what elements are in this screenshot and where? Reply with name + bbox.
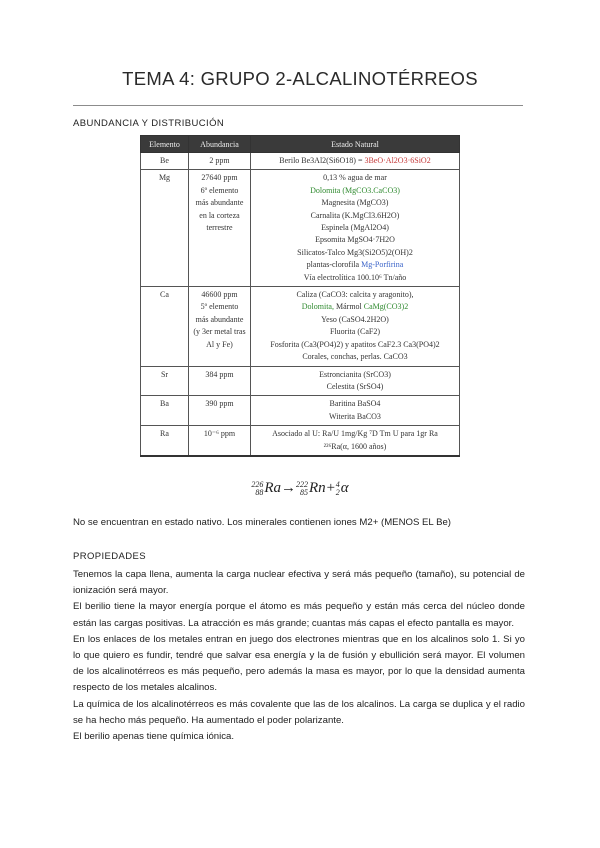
mineral-line: Vía electrolítica 100.10⁶ Tn/año: [303, 272, 407, 282]
cell-abundance: [189, 287, 251, 366]
abundance-line: más abundante: [195, 314, 244, 324]
alpha-mass-number: 4: [335, 479, 340, 489]
cell-element: Be: [141, 153, 189, 170]
cell-natural-state: [251, 366, 460, 396]
abundance-line: Al y Fe): [206, 339, 233, 349]
mineral-line: Dolomita (MgCO3.CaCO3): [310, 185, 400, 195]
nuclide-indices: [251, 481, 263, 497]
mineral-line: Celestita (SrSO4): [326, 381, 384, 391]
mineral-line: [253, 301, 457, 313]
mineral-line: Espinela (MgAl2O4): [321, 223, 389, 233]
mineral-line: Corales, conchas, perlas. CaCO3: [302, 352, 408, 362]
cell-natural-state: [251, 287, 460, 366]
paragraph: El berilio tiene la mayor energía porque el átomo es más pequeño y están más cerca del núcleo donde están las cargas positivas. La atracción es más grande; cuantas más capas el efecto pantalla es mayor.: [73, 601, 525, 629]
abundance-line: en la corteza: [199, 210, 240, 220]
alpha-symbol: α: [340, 480, 349, 496]
cell-element: Mg: [141, 170, 189, 287]
cell-element: Ra: [141, 426, 189, 456]
cell-abundance: 390 ppm: [189, 396, 251, 426]
abundance-line: 5º elemento: [200, 302, 239, 312]
table-header-row: [141, 136, 460, 153]
cell-natural-state: [251, 170, 460, 287]
page-title: TEMA 4: GRUPO 2-ALCALINOTÉRREOS: [122, 68, 478, 89]
cell-natural-state: [251, 153, 460, 170]
mineral-dolomita: Dolomita,: [301, 302, 336, 312]
mineral-line: Magnesita (MgCO3): [321, 198, 389, 208]
decay-equation: [0, 480, 600, 497]
header-elemento: Elemento: [141, 136, 189, 153]
cell-abundance: 10⁻⁶ ppm: [189, 426, 251, 456]
paragraph: La química de los alcalinotérreos es más covalente que las de los alcalinos. La carga se duplica y el radio se ha hecho más pequeño. Ha aumentado el poder polarizante.: [73, 698, 525, 726]
mineral-line: Silicatos-Talco Mg3(Si2O5)2(OH)2: [297, 247, 413, 257]
mineral-line: Yeso (CaSO4.2H2O): [321, 314, 389, 324]
abundance-line: terrestre: [206, 223, 233, 233]
paragraph-nativo: No se encuentran en estado nativo. Los minerales contienen iones M2+ (MENOS EL Be): [73, 517, 452, 528]
abundance-line: más abundante: [195, 198, 244, 208]
mineral-line: Caliza (CaCO3: calcita y aragonito),: [296, 290, 414, 300]
header-abundancia: Abundancia: [189, 136, 251, 153]
paragraph: El berilio apenas tiene química iónica.: [73, 731, 235, 743]
mineral-line: Carnalita (K.MgCl3.6H2O): [310, 210, 400, 220]
paragraph: En los enlaces de los metales entran en juego dos electrones mientras que en los alcalinos solo 1. Si yo lo que quiero es fundir, tendré que salvar esa energía y la de fusión y ebullición será mayor. El volumen de los alcalinotérreos es más pequeño, pero además la masa es mayor, por lo que la densidad aumenta respecto de los metales alcalinos.: [73, 633, 525, 694]
abundance-line: 6º elemento: [200, 185, 239, 195]
mineral-porfirina: Mg-Porfirina: [361, 260, 404, 270]
ra-symbol: Ra: [264, 480, 281, 496]
table-row-sr: [141, 366, 460, 396]
cell-element: Ba: [141, 396, 189, 426]
mineral-line: Epsomita MgSO4·7H2O: [315, 235, 395, 245]
nuclide-indices: [296, 481, 308, 497]
alpha-atomic-number: 2: [335, 487, 340, 497]
abundance-line: (y 3er metal tras: [193, 327, 246, 337]
mineral-berilo-oxides: 3BeO·Al2O3·6SiO2: [364, 156, 431, 165]
mineral-text: plantas-clorofila: [306, 260, 362, 270]
rn-symbol: Rn: [309, 480, 326, 496]
cell-natural-state: [251, 396, 460, 426]
mineral-line: Fluorita (CaF2): [330, 327, 380, 337]
mineral-berilo: Berilo Be3Al2(Si6O18) =: [279, 156, 365, 165]
cell-natural-state: [251, 426, 460, 456]
mineral-line: Witerita BaCO3: [329, 411, 381, 421]
plus-symbol: +: [325, 480, 336, 496]
ra-atomic-number: 88: [255, 487, 264, 497]
mineral-line: Baritina BaSO4: [329, 399, 381, 409]
cell-abundance: 2 ppm: [189, 153, 251, 170]
rn-mass-number: 222: [296, 479, 308, 489]
mineral-line: Fosforita (Ca3(PO4)2) y apatitos CaF2.3 Ca3(PO4)2: [270, 339, 440, 349]
mineral-line: Estroncianita (SrCO3): [319, 369, 391, 379]
propiedades-body: [73, 567, 525, 745]
table-row-ra: [141, 426, 460, 456]
title-divider: [73, 105, 523, 106]
rn-atomic-number: 85: [300, 487, 308, 497]
paragraph: Tenemos la capa llena, aumenta la carga nuclear efectiva y será más pequeño (tamaño), su potencial de ionización será mayor.: [73, 569, 525, 597]
mineral-line: [253, 259, 457, 271]
arrow-symbol: →: [281, 480, 296, 496]
abundance-line: 27640 ppm: [201, 173, 238, 183]
abundance-line: 46600 ppm: [201, 290, 238, 300]
ra-mass-number: 226: [251, 479, 264, 489]
mineral-line: Asociado al U: Ra/U 1mg/Kg ⁷D Tm U para 1gr Ra: [272, 429, 438, 439]
cell-abundance: [189, 170, 251, 287]
section-heading-propiedades: PROPIEDADES: [73, 551, 147, 562]
header-estado-natural: Estado Natural: [251, 136, 460, 153]
mineral-text: Mármol: [335, 302, 364, 312]
nuclide-indices: [336, 481, 340, 497]
cell-element: Ca: [141, 287, 189, 366]
section-heading-abundancia: ABUNDANCIA Y DISTRIBUCIÓN: [73, 118, 225, 129]
table-row-be: [141, 153, 460, 170]
mineral-line: 0,13 % agua de mar: [323, 173, 387, 183]
table-row-mg: [141, 170, 460, 287]
table-row-ba: [141, 396, 460, 426]
cell-abundance: 384 ppm: [189, 366, 251, 396]
abundance-table: [140, 135, 460, 457]
cell-element: Sr: [141, 366, 189, 396]
mineral-formula: CaMg(CO3)2: [363, 302, 409, 312]
mineral-line: ²²⁶Ra(α, 1600 años): [323, 441, 387, 451]
table-row-ca: [141, 287, 460, 366]
